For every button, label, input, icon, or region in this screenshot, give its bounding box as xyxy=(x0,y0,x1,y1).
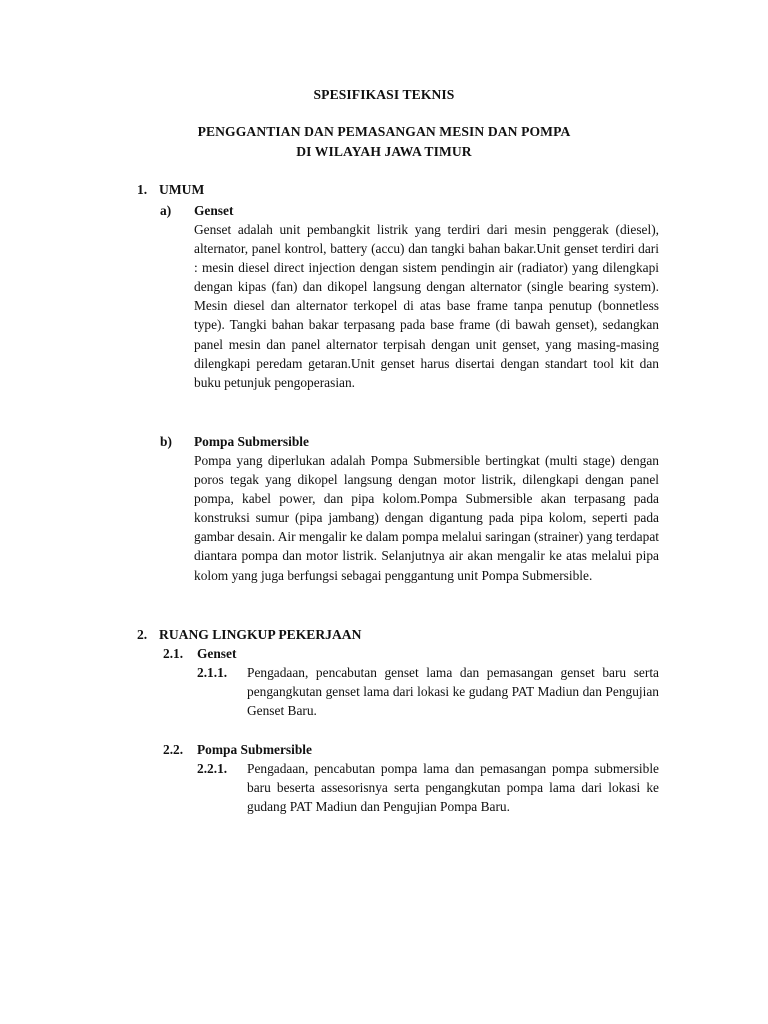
document-subtitle-line-1: PENGGANTIAN DAN PEMASANGAN MESIN DAN POMPA xyxy=(197,124,571,139)
subsection-number: 2.2. xyxy=(163,742,184,757)
subsection-heading-2-2 xyxy=(163,742,312,758)
paragraph-2-2-1: Pengadaan, pencabutan pompa lama dan pemasangan pompa submersible baru beserta assesorisnya serta pengangkutan pompa lama dari lokasi ke gudang PAT Madiun dan Pengujian Pompa Baru. xyxy=(247,761,659,815)
item-number-2-2-1: 2.2.1. xyxy=(197,761,228,776)
section-title: RUANG LINGKUP PEKERJAAN xyxy=(159,627,362,642)
paragraph-genset: Genset adalah unit pembangkit listrik yang terdiri dari mesin penggerak (diesel), alternator, panel kontrol, battery (accu) dan tangki bahan bakar.Unit genset terdiri dari : mesin diesel direct injection dengan sistem pendingin air (radiator) yang dilengkapi dengan kipas (fan) dan dikopel langsung dengan alternator (single bearing system). Mesin diesel dan alternator terkopel di atas base frame tanpa penutup (bonnetless type). Tangki bahan bakar terpasang pada base frame (di bawah genset), sedangkan panel mesin dan panel alternator terpisah dengan unit genset, yang masing-masing dilengkapi peredam getaran.Unit genset harus disertai dengan standart tool kit dan buku petunjuk pengoperasian. xyxy=(194,222,659,390)
subsection-heading-2-1 xyxy=(163,646,236,662)
subsection-title: Genset xyxy=(197,646,237,661)
subsection-title: Pompa Submersible xyxy=(197,742,312,757)
subsection-number: b) xyxy=(160,434,172,449)
document-title: SPESIFIKASI TEKNIS xyxy=(313,87,455,102)
subsection-title: Genset xyxy=(194,203,234,218)
subsection-number: 2.1. xyxy=(163,646,184,661)
item-number-2-1-1: 2.1.1. xyxy=(197,665,228,680)
section-heading-umum xyxy=(137,182,204,198)
subsection-heading-genset xyxy=(160,203,233,219)
paragraph-pompa-submersible: Pompa yang diperlukan adalah Pompa Submersible bertingkat (multi stage) dengan poros tegak yang dikopel langsung dengan motor listrik, dilengkapi dengan panel pompa, kabel power, dan pipa kolom.Pompa Submersible akan terpasang pada konstruksi sumur (pipa jambang) dengan digantung pada pipa kolom, seperti pada gambar desain. Air mengalir ke dalam pompa melalui saringan (strainer) yang terdapat diantara pompa dan motor listrik. Selanjutnya air akan mengalir ke atas melalui pipa kolom yang juga berfungsi sebagai penggantung unit Pompa Submersible. xyxy=(194,453,659,583)
subsection-title: Pompa Submersible xyxy=(194,434,309,449)
section-number: 1. xyxy=(137,182,148,197)
subsection-number: a) xyxy=(160,203,172,218)
paragraph-2-1-1: Pengadaan, pencabutan genset lama dan pemasangan genset baru serta pengangkutan genset lama dari lokasi ke gudang PAT Madiun dan Pengujian Genset Baru. xyxy=(247,665,659,719)
section-heading-ruang-lingkup xyxy=(137,627,361,643)
section-title: UMUM xyxy=(159,182,205,197)
subsection-heading-pompa xyxy=(160,434,309,450)
document-subtitle-line-2: DI WILAYAH JAWA TIMUR xyxy=(296,144,472,159)
section-number: 2. xyxy=(137,627,148,642)
